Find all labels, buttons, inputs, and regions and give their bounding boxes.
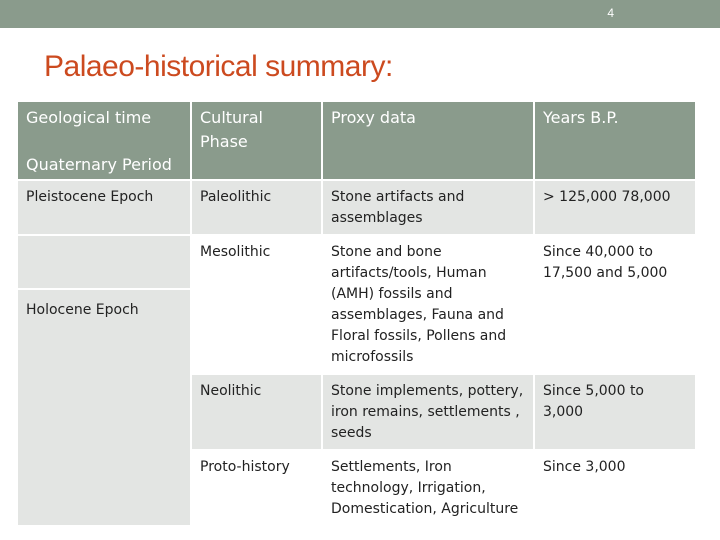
proxy-cell: Stone and bone artifacts/tools, Human (AMH) fossils and assemblages, Fauna and Floral fossils, Pollens and microfossils [323,236,535,375]
top-bar [0,0,720,28]
holocene-label: Holocene Epoch [26,302,139,318]
table-row [18,181,695,236]
years-cell: Since 3,000 [535,451,695,527]
phase-cell: Proto-history [192,451,323,527]
phase-cell: Paleolithic [192,181,323,236]
table-row [18,236,695,375]
phase-cell: Neolithic [192,375,323,451]
phase-cell: Mesolithic [192,236,323,375]
header-cultural-phase: Cultural Phase [192,102,323,181]
table-header-row [18,102,695,181]
epoch-cell-holocene [18,236,192,527]
proxy-cell: Settlements, Iron technology, Irrigation, Domestication, Agriculture [323,451,535,527]
header-years: Years B.P. [535,102,695,181]
slide-number: 4 [607,6,614,20]
header-geological-time [18,102,192,181]
epoch-cell-pleistocene: Pleistocene Epoch [18,181,192,236]
epoch-divider [18,288,190,290]
proxy-cell: Stone implements, pottery, iron remains, settlements , seeds [323,375,535,451]
years-cell: > 125,000 78,000 [535,181,695,236]
header-quaternary-label: Quaternary Period [26,155,172,174]
proxy-cell: Stone artifacts and assemblages [323,181,535,236]
years-cell: Since 40,000 to 17,500 and 5,000 [535,236,695,375]
slide-title: Palaeo-historical summary: [44,50,393,83]
header-proxy-data: Proxy data [323,102,535,181]
years-cell: Since 5,000 to 3,000 [535,375,695,451]
header-geological-label: Geological time [26,108,152,127]
summary-table [18,102,695,527]
